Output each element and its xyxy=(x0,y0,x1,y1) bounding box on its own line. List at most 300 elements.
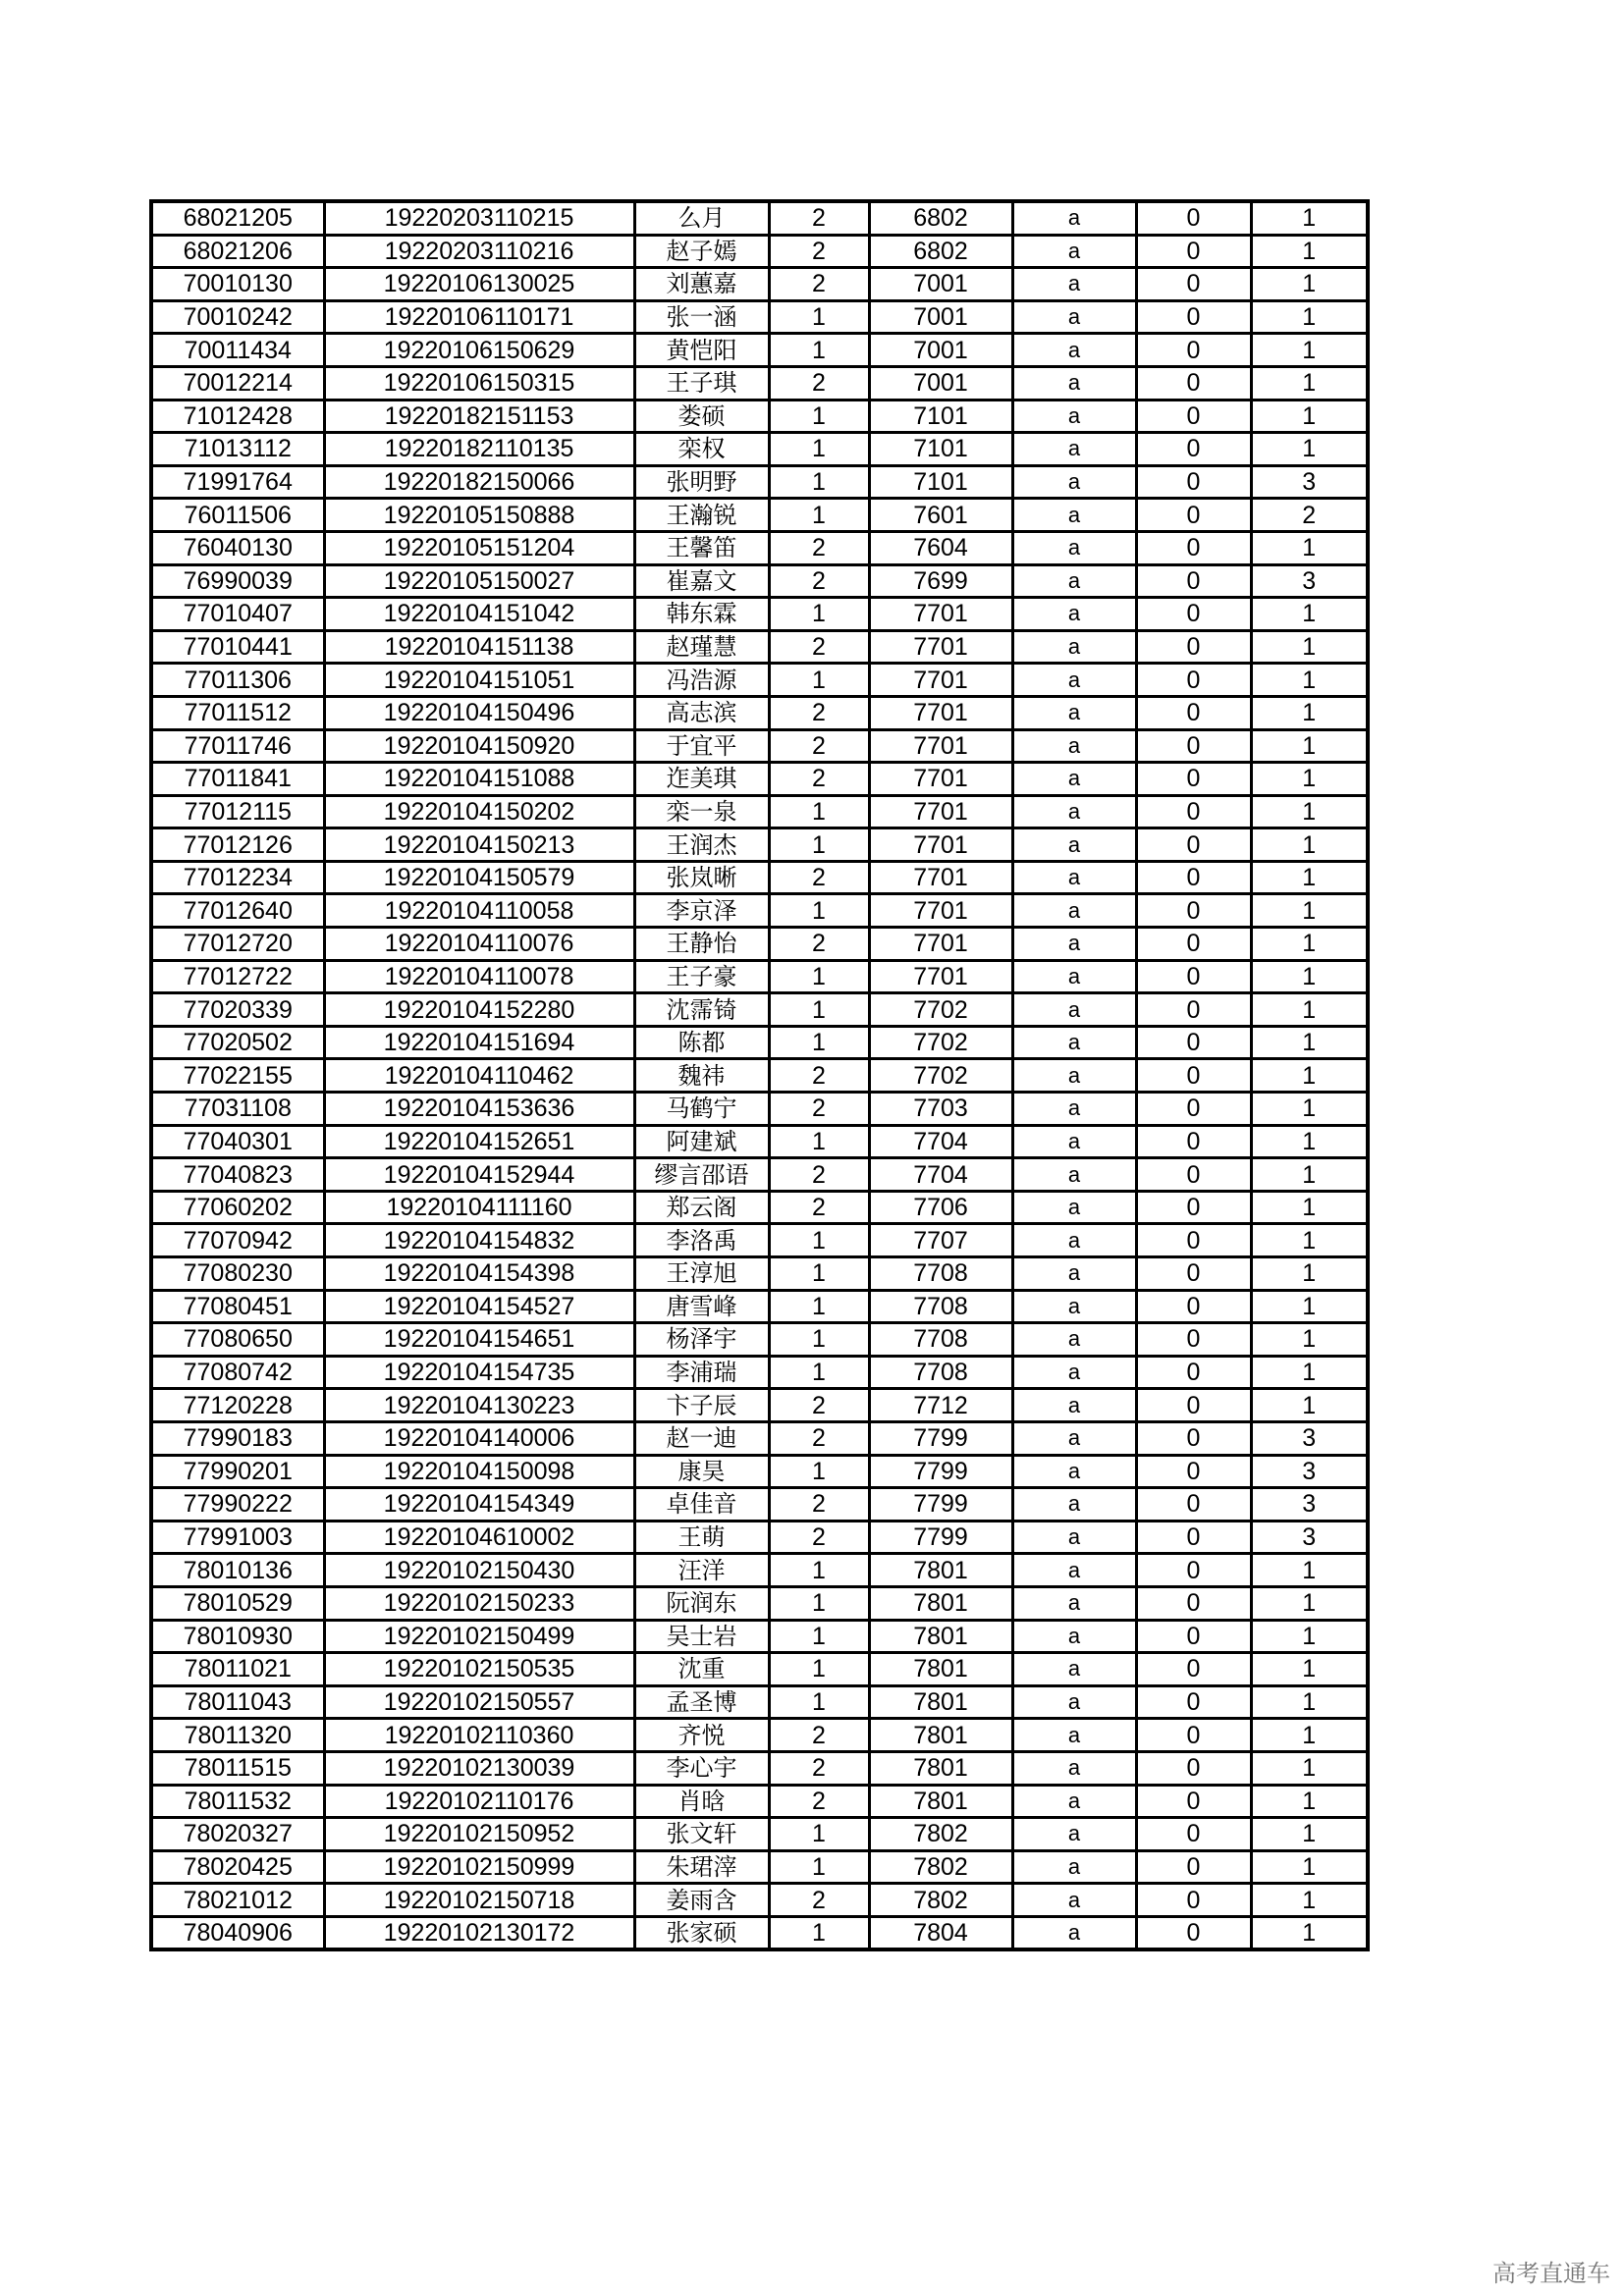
table-row xyxy=(151,894,1368,928)
cell-class-code: 7701 xyxy=(869,630,1012,664)
cell-name: 魏祎 xyxy=(634,1059,769,1093)
cell-name: 康昊 xyxy=(634,1455,769,1488)
cell-gender: 2 xyxy=(769,235,869,268)
cell-student-id: 19220105150888 xyxy=(324,499,634,532)
cell-student-id: 19220104150920 xyxy=(324,729,634,763)
cell-exam-id: 78020425 xyxy=(151,1850,324,1884)
cell-gender: 2 xyxy=(769,1093,869,1126)
cell-exam-id: 77070942 xyxy=(151,1224,324,1257)
cell-type: a xyxy=(1012,1158,1136,1192)
cell-exam-id: 71013112 xyxy=(151,433,324,466)
cell-student-id: 19220102150952 xyxy=(324,1818,634,1851)
cell-class-code: 7801 xyxy=(869,1785,1012,1818)
cell-class-code: 7701 xyxy=(869,828,1012,862)
cell-name: 王淳旭 xyxy=(634,1257,769,1291)
cell-exam-id: 77990201 xyxy=(151,1455,324,1488)
cell-category: 2 xyxy=(1251,499,1368,532)
cell-flag: 0 xyxy=(1136,1026,1251,1059)
cell-gender: 1 xyxy=(769,1356,869,1389)
cell-name: 王瀚锐 xyxy=(634,499,769,532)
cell-flag: 0 xyxy=(1136,268,1251,301)
cell-type: a xyxy=(1012,1884,1136,1917)
cell-type: a xyxy=(1012,1059,1136,1093)
cell-name: 缪言邵语 xyxy=(634,1158,769,1192)
cell-flag: 0 xyxy=(1136,1586,1251,1620)
cell-flag: 0 xyxy=(1136,795,1251,828)
cell-type: a xyxy=(1012,1093,1136,1126)
cell-class-code: 7799 xyxy=(869,1455,1012,1488)
cell-class-code: 7801 xyxy=(869,1586,1012,1620)
table-row xyxy=(151,960,1368,993)
cell-flag: 0 xyxy=(1136,1751,1251,1785)
cell-gender: 1 xyxy=(769,894,869,928)
cell-exam-id: 77080230 xyxy=(151,1257,324,1291)
cell-flag: 0 xyxy=(1136,1191,1251,1224)
cell-exam-id: 77060202 xyxy=(151,1191,324,1224)
cell-type: a xyxy=(1012,235,1136,268)
cell-gender: 2 xyxy=(769,763,869,796)
table-row xyxy=(151,1719,1368,1752)
cell-category: 1 xyxy=(1251,1290,1368,1323)
cell-class-code: 7701 xyxy=(869,598,1012,631)
cell-category: 1 xyxy=(1251,1785,1368,1818)
cell-gender: 2 xyxy=(769,1191,869,1224)
cell-student-id: 19220106110171 xyxy=(324,300,634,334)
cell-student-id: 19220104152944 xyxy=(324,1158,634,1192)
cell-class-code: 7799 xyxy=(869,1421,1012,1455)
cell-category: 3 xyxy=(1251,465,1368,499)
cell-flag: 0 xyxy=(1136,1389,1251,1422)
cell-gender: 2 xyxy=(769,928,869,961)
cell-flag: 0 xyxy=(1136,1158,1251,1192)
cell-exam-id: 77011306 xyxy=(151,664,324,697)
cell-exam-id: 77990183 xyxy=(151,1421,324,1455)
cell-name: 张文轩 xyxy=(634,1818,769,1851)
cell-exam-id: 71991764 xyxy=(151,465,324,499)
cell-class-code: 7701 xyxy=(869,664,1012,697)
table-row xyxy=(151,729,1368,763)
cell-gender: 1 xyxy=(769,1818,869,1851)
table-row xyxy=(151,201,1368,235)
cell-exam-id: 77012126 xyxy=(151,828,324,862)
cell-type: a xyxy=(1012,1323,1136,1357)
cell-category: 1 xyxy=(1251,828,1368,862)
cell-flag: 0 xyxy=(1136,1455,1251,1488)
cell-type: a xyxy=(1012,1586,1136,1620)
cell-type: a xyxy=(1012,1290,1136,1323)
cell-class-code: 7001 xyxy=(869,334,1012,367)
cell-flag: 0 xyxy=(1136,1719,1251,1752)
cell-gender: 1 xyxy=(769,300,869,334)
table-row xyxy=(151,763,1368,796)
cell-class-code: 7712 xyxy=(869,1389,1012,1422)
cell-exam-id: 78011043 xyxy=(151,1685,324,1719)
cell-exam-id: 77120228 xyxy=(151,1389,324,1422)
cell-gender: 2 xyxy=(769,366,869,400)
cell-gender: 1 xyxy=(769,664,869,697)
table-row xyxy=(151,1026,1368,1059)
cell-exam-id: 70010130 xyxy=(151,268,324,301)
cell-class-code: 7001 xyxy=(869,300,1012,334)
cell-gender: 2 xyxy=(769,1719,869,1752)
cell-gender: 2 xyxy=(769,1785,869,1818)
cell-exam-id: 78010136 xyxy=(151,1554,324,1587)
cell-student-id: 19220104110462 xyxy=(324,1059,634,1093)
cell-student-id: 19220102150557 xyxy=(324,1685,634,1719)
table-row xyxy=(151,696,1368,729)
cell-name: 李浦瑞 xyxy=(634,1356,769,1389)
cell-gender: 1 xyxy=(769,1685,869,1719)
cell-class-code: 7699 xyxy=(869,564,1012,598)
cell-class-code: 7799 xyxy=(869,1488,1012,1522)
cell-gender: 2 xyxy=(769,1488,869,1522)
cell-name: 赵瑾慧 xyxy=(634,630,769,664)
cell-type: a xyxy=(1012,1916,1136,1949)
table-row xyxy=(151,1554,1368,1587)
cell-gender: 1 xyxy=(769,1916,869,1949)
cell-student-id: 19220104152280 xyxy=(324,993,634,1027)
cell-category: 1 xyxy=(1251,235,1368,268)
cell-type: a xyxy=(1012,1191,1136,1224)
cell-student-id: 19220104111160 xyxy=(324,1191,634,1224)
cell-gender: 2 xyxy=(769,564,869,598)
cell-class-code: 7701 xyxy=(869,928,1012,961)
cell-category: 1 xyxy=(1251,795,1368,828)
cell-type: a xyxy=(1012,531,1136,564)
cell-class-code: 7701 xyxy=(869,960,1012,993)
cell-type: a xyxy=(1012,696,1136,729)
cell-type: a xyxy=(1012,1653,1136,1686)
cell-exam-id: 78011532 xyxy=(151,1785,324,1818)
cell-exam-id: 76040130 xyxy=(151,531,324,564)
cell-class-code: 7701 xyxy=(869,696,1012,729)
cell-category: 1 xyxy=(1251,1323,1368,1357)
cell-name: 张家硕 xyxy=(634,1916,769,1949)
cell-gender: 1 xyxy=(769,1850,869,1884)
cell-name: 卞子辰 xyxy=(634,1389,769,1422)
cell-type: a xyxy=(1012,1554,1136,1587)
cell-flag: 0 xyxy=(1136,729,1251,763)
cell-category: 1 xyxy=(1251,268,1368,301)
cell-name: 黄恺阳 xyxy=(634,334,769,367)
cell-name: 于宜平 xyxy=(634,729,769,763)
cell-exam-id: 77991003 xyxy=(151,1521,324,1554)
cell-category: 1 xyxy=(1251,861,1368,894)
table-row xyxy=(151,1455,1368,1488)
cell-name: 王子琪 xyxy=(634,366,769,400)
table-row xyxy=(151,795,1368,828)
cell-student-id: 19220102150233 xyxy=(324,1586,634,1620)
cell-name: 栾一泉 xyxy=(634,795,769,828)
cell-gender: 1 xyxy=(769,1290,869,1323)
cell-type: a xyxy=(1012,1620,1136,1653)
cell-flag: 0 xyxy=(1136,1785,1251,1818)
cell-class-code: 7708 xyxy=(869,1257,1012,1291)
cell-name: 赵一迪 xyxy=(634,1421,769,1455)
cell-class-code: 6802 xyxy=(869,201,1012,235)
cell-type: a xyxy=(1012,993,1136,1027)
cell-class-code: 7601 xyxy=(869,499,1012,532)
cell-class-code: 7703 xyxy=(869,1093,1012,1126)
cell-gender: 1 xyxy=(769,1554,869,1587)
cell-type: a xyxy=(1012,400,1136,433)
cell-flag: 0 xyxy=(1136,433,1251,466)
cell-category: 1 xyxy=(1251,928,1368,961)
cell-student-id: 19220106150629 xyxy=(324,334,634,367)
cell-exam-id: 78021012 xyxy=(151,1884,324,1917)
cell-exam-id: 68021205 xyxy=(151,201,324,235)
cell-name: 朱珺滓 xyxy=(634,1850,769,1884)
cell-category: 3 xyxy=(1251,564,1368,598)
cell-student-id: 19220203110216 xyxy=(324,235,634,268)
cell-class-code: 7702 xyxy=(869,1059,1012,1093)
cell-gender: 1 xyxy=(769,1455,869,1488)
cell-gender: 2 xyxy=(769,696,869,729)
cell-flag: 0 xyxy=(1136,696,1251,729)
cell-student-id: 19220104151042 xyxy=(324,598,634,631)
cell-exam-id: 68021206 xyxy=(151,235,324,268)
table-row xyxy=(151,1818,1368,1851)
cell-exam-id: 78020327 xyxy=(151,1818,324,1851)
cell-class-code: 7801 xyxy=(869,1751,1012,1785)
cell-class-code: 7701 xyxy=(869,729,1012,763)
cell-flag: 0 xyxy=(1136,1884,1251,1917)
cell-exam-id: 78010529 xyxy=(151,1586,324,1620)
cell-name: 肖晗 xyxy=(634,1785,769,1818)
table-row xyxy=(151,1059,1368,1093)
cell-student-id: 19220104154735 xyxy=(324,1356,634,1389)
table-row xyxy=(151,1093,1368,1126)
cell-exam-id: 76011506 xyxy=(151,499,324,532)
cell-type: a xyxy=(1012,201,1136,235)
table-row xyxy=(151,1290,1368,1323)
cell-flag: 0 xyxy=(1136,400,1251,433)
cell-type: a xyxy=(1012,763,1136,796)
cell-type: a xyxy=(1012,499,1136,532)
table-row xyxy=(151,268,1368,301)
cell-category: 3 xyxy=(1251,1421,1368,1455)
cell-name: 韩东霖 xyxy=(634,598,769,631)
cell-category: 1 xyxy=(1251,1059,1368,1093)
cell-exam-id: 76990039 xyxy=(151,564,324,598)
cell-gender: 1 xyxy=(769,1257,869,1291)
cell-category: 1 xyxy=(1251,1916,1368,1949)
cell-type: a xyxy=(1012,1389,1136,1422)
cell-student-id: 19220102110176 xyxy=(324,1785,634,1818)
cell-gender: 2 xyxy=(769,1421,869,1455)
cell-type: a xyxy=(1012,795,1136,828)
cell-category: 1 xyxy=(1251,1093,1368,1126)
cell-class-code: 7701 xyxy=(869,861,1012,894)
cell-student-id: 19220102150430 xyxy=(324,1554,634,1587)
cell-name: 陈都 xyxy=(634,1026,769,1059)
table-row xyxy=(151,400,1368,433)
cell-type: a xyxy=(1012,1455,1136,1488)
table-row xyxy=(151,1521,1368,1554)
cell-exam-id: 77020502 xyxy=(151,1026,324,1059)
cell-type: a xyxy=(1012,433,1136,466)
table-row xyxy=(151,598,1368,631)
cell-exam-id: 78040906 xyxy=(151,1916,324,1949)
table-row xyxy=(151,1488,1368,1522)
cell-class-code: 7707 xyxy=(869,1224,1012,1257)
cell-name: 阿建斌 xyxy=(634,1125,769,1158)
cell-name: 崔嘉文 xyxy=(634,564,769,598)
table-row xyxy=(151,1191,1368,1224)
cell-name: 张岚晰 xyxy=(634,861,769,894)
table-row xyxy=(151,993,1368,1027)
cell-class-code: 7799 xyxy=(869,1521,1012,1554)
cell-name: 吴士岩 xyxy=(634,1620,769,1653)
cell-student-id: 19220104150496 xyxy=(324,696,634,729)
cell-student-id: 19220104154527 xyxy=(324,1290,634,1323)
cell-type: a xyxy=(1012,1356,1136,1389)
table-row xyxy=(151,564,1368,598)
cell-type: a xyxy=(1012,1488,1136,1522)
table-row xyxy=(151,1653,1368,1686)
cell-gender: 2 xyxy=(769,1521,869,1554)
cell-student-id: 19220106150315 xyxy=(324,366,634,400)
cell-student-id: 19220104154832 xyxy=(324,1224,634,1257)
cell-name: 王子豪 xyxy=(634,960,769,993)
cell-flag: 0 xyxy=(1136,763,1251,796)
cell-gender: 1 xyxy=(769,1224,869,1257)
cell-flag: 0 xyxy=(1136,465,1251,499)
cell-class-code: 7604 xyxy=(869,531,1012,564)
cell-exam-id: 77080742 xyxy=(151,1356,324,1389)
cell-gender: 1 xyxy=(769,598,869,631)
cell-flag: 0 xyxy=(1136,564,1251,598)
table-row xyxy=(151,928,1368,961)
cell-exam-id: 78011021 xyxy=(151,1653,324,1686)
cell-class-code: 7101 xyxy=(869,433,1012,466)
cell-class-code: 7704 xyxy=(869,1158,1012,1192)
cell-student-id: 19220203110215 xyxy=(324,201,634,235)
cell-student-id: 19220104130223 xyxy=(324,1389,634,1422)
cell-type: a xyxy=(1012,960,1136,993)
cell-gender: 1 xyxy=(769,334,869,367)
cell-flag: 0 xyxy=(1136,1620,1251,1653)
cell-name: 唐雪峰 xyxy=(634,1290,769,1323)
cell-category: 1 xyxy=(1251,1850,1368,1884)
cell-gender: 2 xyxy=(769,1389,869,1422)
student-table xyxy=(149,199,1370,1951)
cell-gender: 2 xyxy=(769,268,869,301)
cell-category: 1 xyxy=(1251,1191,1368,1224)
cell-exam-id: 77080451 xyxy=(151,1290,324,1323)
cell-category: 1 xyxy=(1251,1751,1368,1785)
cell-class-code: 7801 xyxy=(869,1620,1012,1653)
cell-student-id: 19220104150098 xyxy=(324,1455,634,1488)
cell-name: 汪洋 xyxy=(634,1554,769,1587)
cell-type: a xyxy=(1012,1685,1136,1719)
table-row xyxy=(151,1323,1368,1357)
cell-category: 1 xyxy=(1251,1389,1368,1422)
cell-exam-id: 78011320 xyxy=(151,1719,324,1752)
table-row xyxy=(151,630,1368,664)
cell-name: 孟圣博 xyxy=(634,1685,769,1719)
cell-category: 1 xyxy=(1251,334,1368,367)
cell-gender: 2 xyxy=(769,201,869,235)
cell-class-code: 7802 xyxy=(869,1884,1012,1917)
cell-class-code: 7708 xyxy=(869,1323,1012,1357)
table-row xyxy=(151,300,1368,334)
cell-category: 1 xyxy=(1251,531,1368,564)
cell-type: a xyxy=(1012,564,1136,598)
cell-student-id: 19220105151204 xyxy=(324,531,634,564)
cell-type: a xyxy=(1012,465,1136,499)
cell-category: 1 xyxy=(1251,1818,1368,1851)
cell-type: a xyxy=(1012,1125,1136,1158)
cell-category: 1 xyxy=(1251,763,1368,796)
cell-exam-id: 77080650 xyxy=(151,1323,324,1357)
cell-gender: 1 xyxy=(769,795,869,828)
cell-type: a xyxy=(1012,1421,1136,1455)
cell-category: 1 xyxy=(1251,1158,1368,1192)
cell-student-id: 19220104140006 xyxy=(324,1421,634,1455)
cell-exam-id: 77011512 xyxy=(151,696,324,729)
cell-class-code: 7701 xyxy=(869,894,1012,928)
cell-gender: 2 xyxy=(769,1884,869,1917)
cell-name: 张明野 xyxy=(634,465,769,499)
cell-type: a xyxy=(1012,1026,1136,1059)
cell-name: 姜雨含 xyxy=(634,1884,769,1917)
table-row xyxy=(151,1850,1368,1884)
cell-category: 3 xyxy=(1251,1521,1368,1554)
cell-type: a xyxy=(1012,664,1136,697)
cell-name: 阮润东 xyxy=(634,1586,769,1620)
table-row xyxy=(151,1785,1368,1818)
cell-class-code: 7702 xyxy=(869,1026,1012,1059)
cell-name: 王萌 xyxy=(634,1521,769,1554)
cell-category: 1 xyxy=(1251,300,1368,334)
cell-type: a xyxy=(1012,1224,1136,1257)
cell-student-id: 19220106130025 xyxy=(324,268,634,301)
cell-student-id: 19220104110078 xyxy=(324,960,634,993)
table-row xyxy=(151,334,1368,367)
cell-category: 1 xyxy=(1251,1719,1368,1752)
cell-flag: 0 xyxy=(1136,1093,1251,1126)
cell-student-id: 19220102150499 xyxy=(324,1620,634,1653)
cell-type: a xyxy=(1012,928,1136,961)
cell-name: 赵子嫣 xyxy=(634,235,769,268)
cell-type: a xyxy=(1012,1521,1136,1554)
cell-class-code: 7101 xyxy=(869,400,1012,433)
cell-category: 1 xyxy=(1251,960,1368,993)
cell-exam-id: 70010242 xyxy=(151,300,324,334)
cell-name: 娄硕 xyxy=(634,400,769,433)
cell-exam-id: 78011515 xyxy=(151,1751,324,1785)
cell-type: a xyxy=(1012,828,1136,862)
cell-gender: 1 xyxy=(769,1026,869,1059)
cell-class-code: 7801 xyxy=(869,1685,1012,1719)
cell-name: 杨泽宇 xyxy=(634,1323,769,1357)
cell-student-id: 19220104150579 xyxy=(324,861,634,894)
cell-flag: 0 xyxy=(1136,1125,1251,1158)
cell-category: 1 xyxy=(1251,1586,1368,1620)
cell-type: a xyxy=(1012,366,1136,400)
cell-gender: 2 xyxy=(769,630,869,664)
cell-student-id: 19220104151051 xyxy=(324,664,634,697)
cell-flag: 0 xyxy=(1136,235,1251,268)
cell-student-id: 19220104151694 xyxy=(324,1026,634,1059)
cell-class-code: 7701 xyxy=(869,795,1012,828)
cell-exam-id: 71012428 xyxy=(151,400,324,433)
cell-flag: 0 xyxy=(1136,531,1251,564)
cell-class-code: 7001 xyxy=(869,268,1012,301)
cell-exam-id: 77040301 xyxy=(151,1125,324,1158)
cell-exam-id: 77990222 xyxy=(151,1488,324,1522)
